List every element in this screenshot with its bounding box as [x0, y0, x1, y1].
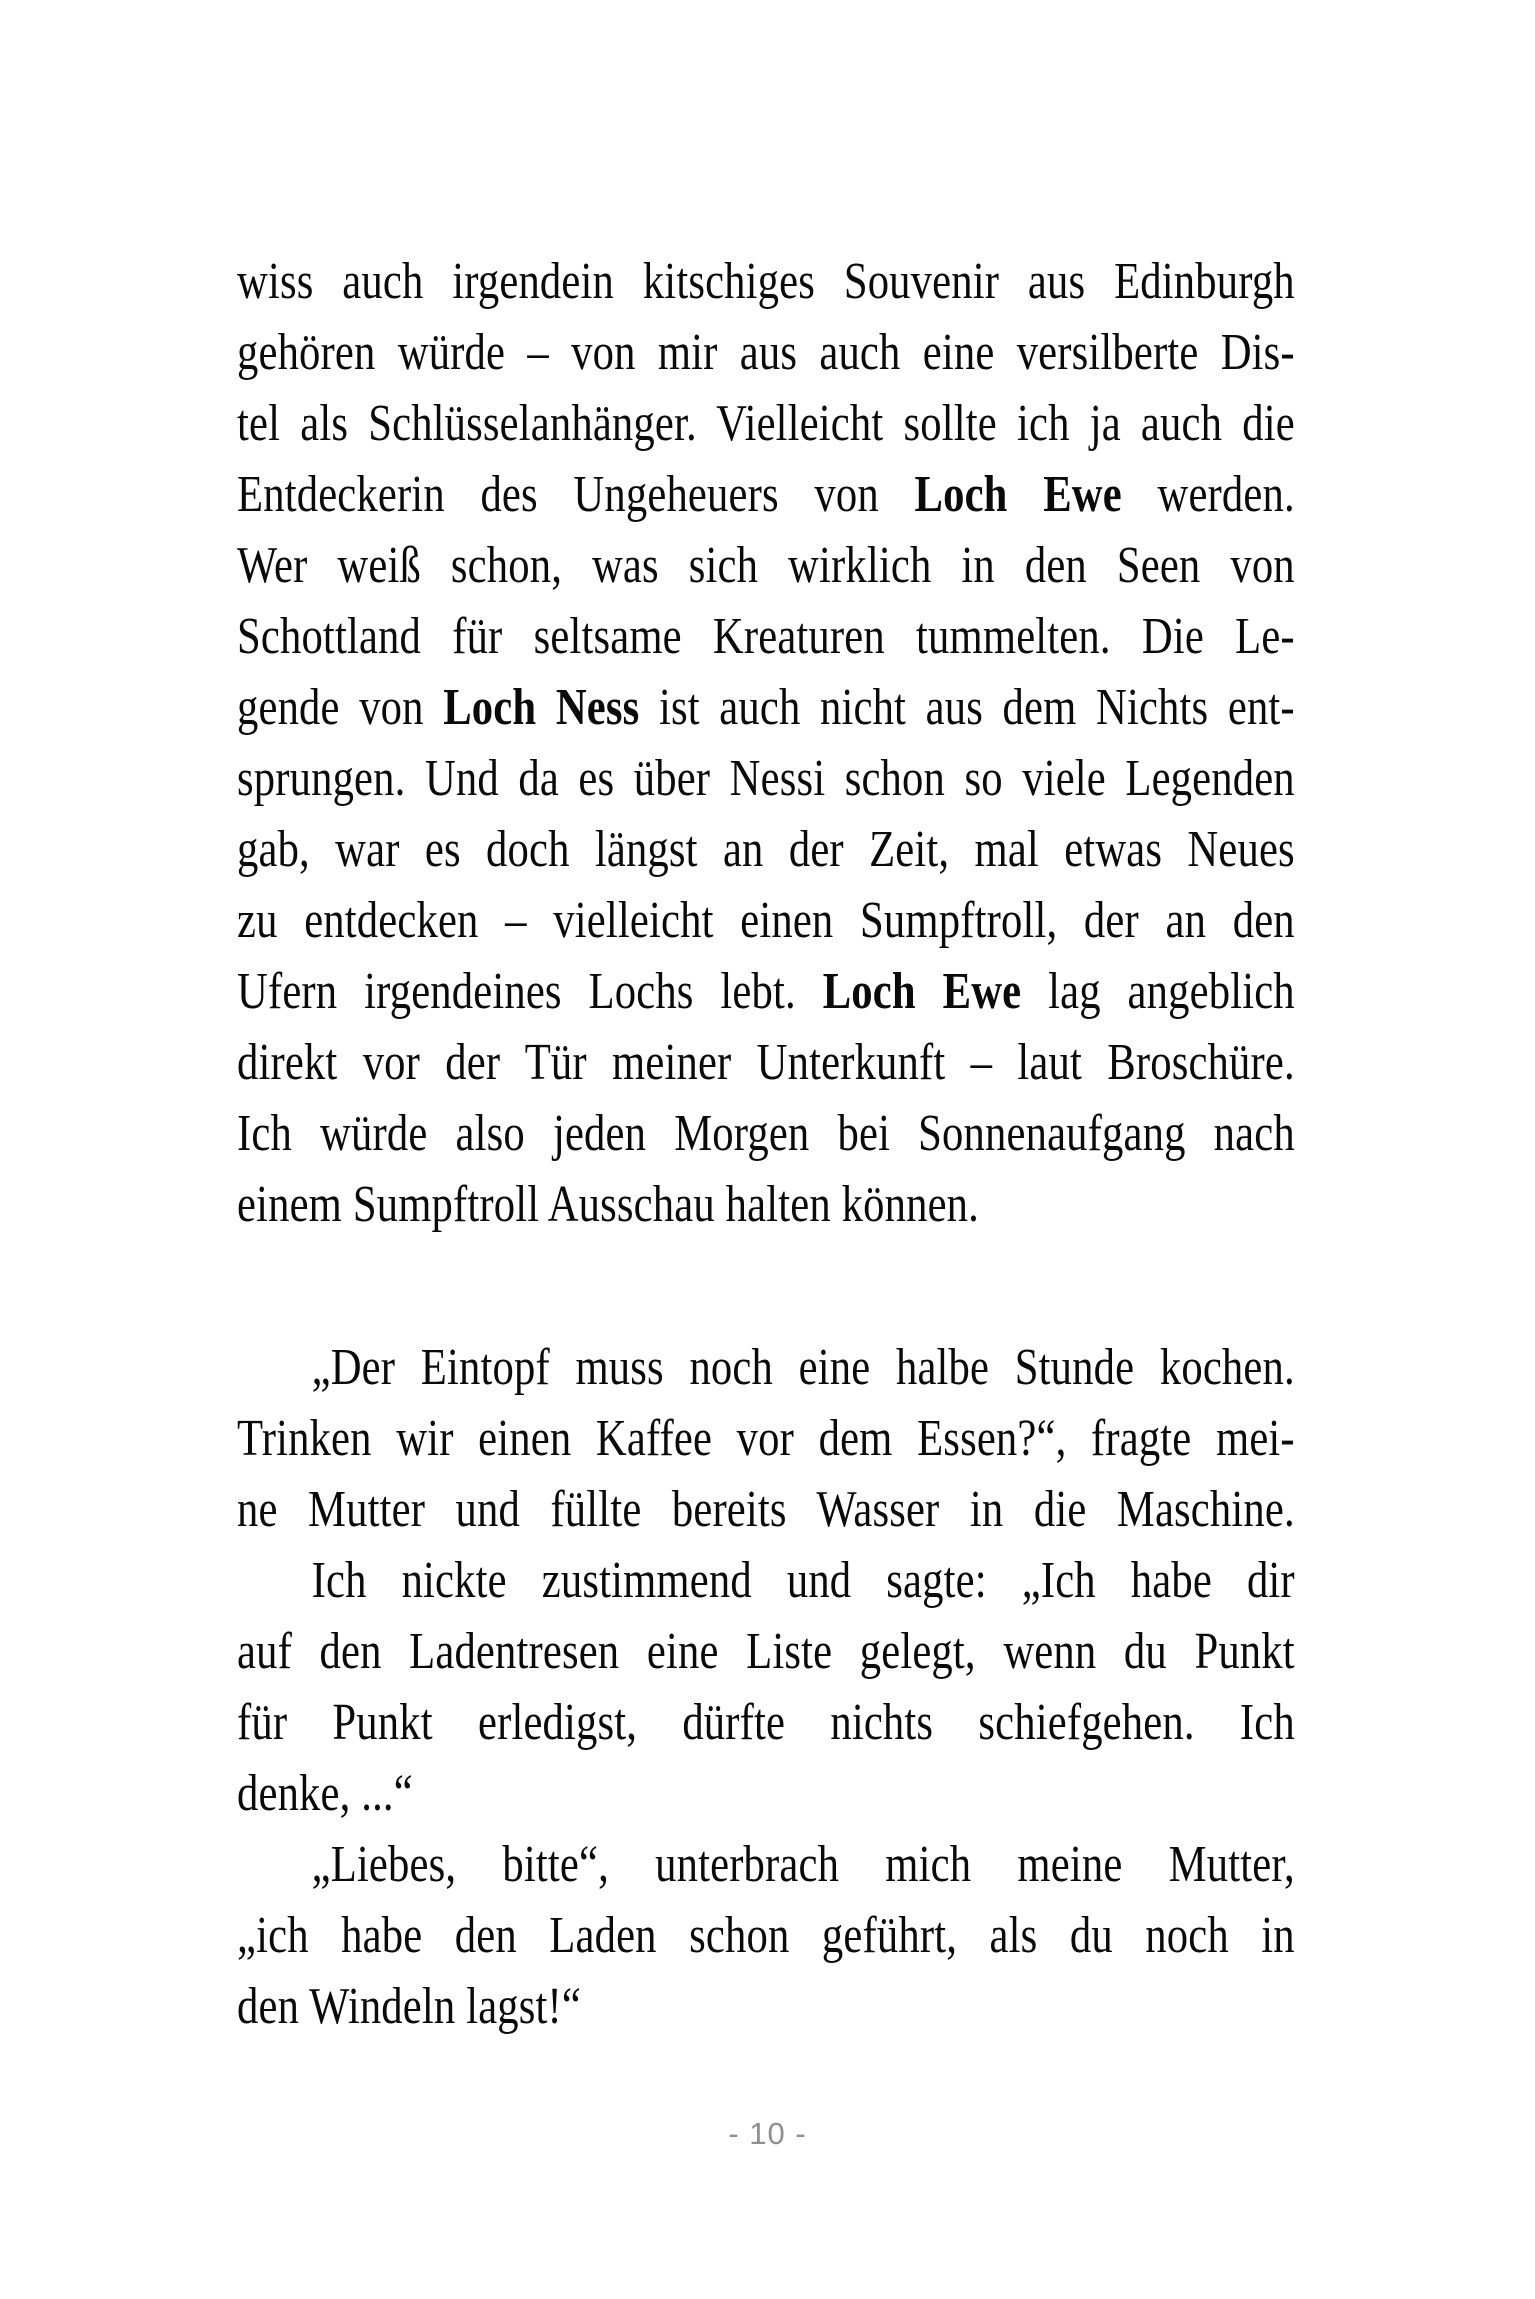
text-line — [237, 1545, 1295, 1616]
text-line — [237, 317, 1295, 388]
text-run: Trinken wir einen Kaffee vor dem Essen?“, fragte mei- — [237, 1410, 1295, 1467]
text-line — [237, 672, 1295, 743]
text-line — [237, 530, 1295, 601]
text-run: Ich nickte zustimmend und sagte: „Ich habe dir — [311, 1552, 1295, 1609]
text-run: lag angeblich — [1021, 963, 1295, 1020]
text-line — [237, 1616, 1295, 1687]
text-run: werden. — [1121, 466, 1295, 523]
paragraph — [237, 1332, 1295, 1545]
bold-text: Loch Ness — [443, 679, 640, 736]
text-line — [237, 1098, 1295, 1169]
text-run: den Windeln lagst!“ — [237, 1978, 582, 2035]
text-line — [237, 1829, 1295, 1900]
text-run: gehören würde – von mir aus auch eine versilberte Dis- — [237, 324, 1295, 381]
text-run: Ufern irgendeines Lochs lebt. — [237, 963, 823, 1020]
text-run: tel als Schlüsselanhänger. Vielleicht sollte ich ja auch die — [237, 395, 1295, 452]
text-run: wiss auch irgendein kitschiges Souvenir aus Edinburgh — [237, 253, 1295, 310]
text-line — [237, 743, 1295, 814]
text-run: „Der Eintopf muss noch eine halbe Stunde kochen. — [311, 1339, 1295, 1396]
text-line — [237, 885, 1295, 956]
text-run: direkt vor der Tür meiner Unterkunft – laut Broschüre. — [237, 1034, 1295, 1091]
text-run: auf den Ladentresen eine Liste gelegt, wenn du Punkt — [237, 1623, 1295, 1680]
text-run: sprungen. Und da es über Nessi schon so viele Legenden — [237, 750, 1295, 807]
text-run: Schottland für seltsame Kreaturen tummelten. Die Le- — [237, 608, 1295, 665]
text-line — [237, 601, 1295, 672]
text-run: ist auch nicht aus dem Nichts ent- — [639, 679, 1295, 736]
text-line — [237, 1900, 1295, 1971]
text-line — [237, 1027, 1295, 1098]
text-run: ne Mutter und füllte bereits Wasser in die Maschine. — [237, 1481, 1295, 1538]
text-line — [237, 246, 1295, 317]
text-block — [237, 246, 1295, 2042]
text-line — [237, 1403, 1295, 1474]
text-line — [237, 1169, 1295, 1240]
text-run: gab, war es doch längst an der Zeit, mal etwas Neues — [237, 821, 1295, 878]
text-run: „ich habe den Laden schon geführt, als du noch in — [237, 1907, 1295, 1964]
bold-text: Loch Ewe — [914, 466, 1122, 523]
text-run: denke, ...“ — [237, 1765, 413, 1822]
paragraph — [237, 1829, 1295, 2042]
text-run: „Liebes, bitte“, unterbrach mich meine Mutter, — [311, 1836, 1295, 1893]
paragraph — [237, 246, 1295, 1240]
paragraph — [237, 1545, 1295, 1829]
text-run: zu entdecken – vielleicht einen Sumpftroll, der an den — [237, 892, 1295, 949]
text-line — [237, 1332, 1295, 1403]
text-run: Wer weiß schon, was sich wirklich in den Seen von — [237, 537, 1295, 594]
text-run: einem Sumpftroll Ausschau halten können. — [237, 1176, 979, 1233]
text-line — [237, 388, 1295, 459]
text-line — [237, 1758, 1295, 1829]
text-line — [237, 1971, 1295, 2042]
text-run: gende von — [237, 679, 444, 736]
text-run: für Punkt erledigst, dürfte nichts schiefgehen. Ich — [237, 1694, 1295, 1751]
text-line — [237, 459, 1295, 530]
text-line — [237, 956, 1295, 1027]
page-number: - 10 - — [728, 2116, 807, 2151]
text-line — [237, 1687, 1295, 1758]
text-line — [237, 814, 1295, 885]
text-line — [237, 1474, 1295, 1545]
text-run: Ich würde also jeden Morgen bei Sonnenaufgang nach — [237, 1105, 1295, 1162]
bold-text: Loch Ewe — [822, 963, 1022, 1020]
text-run: Entdeckerin des Ungeheuers von — [237, 466, 915, 523]
